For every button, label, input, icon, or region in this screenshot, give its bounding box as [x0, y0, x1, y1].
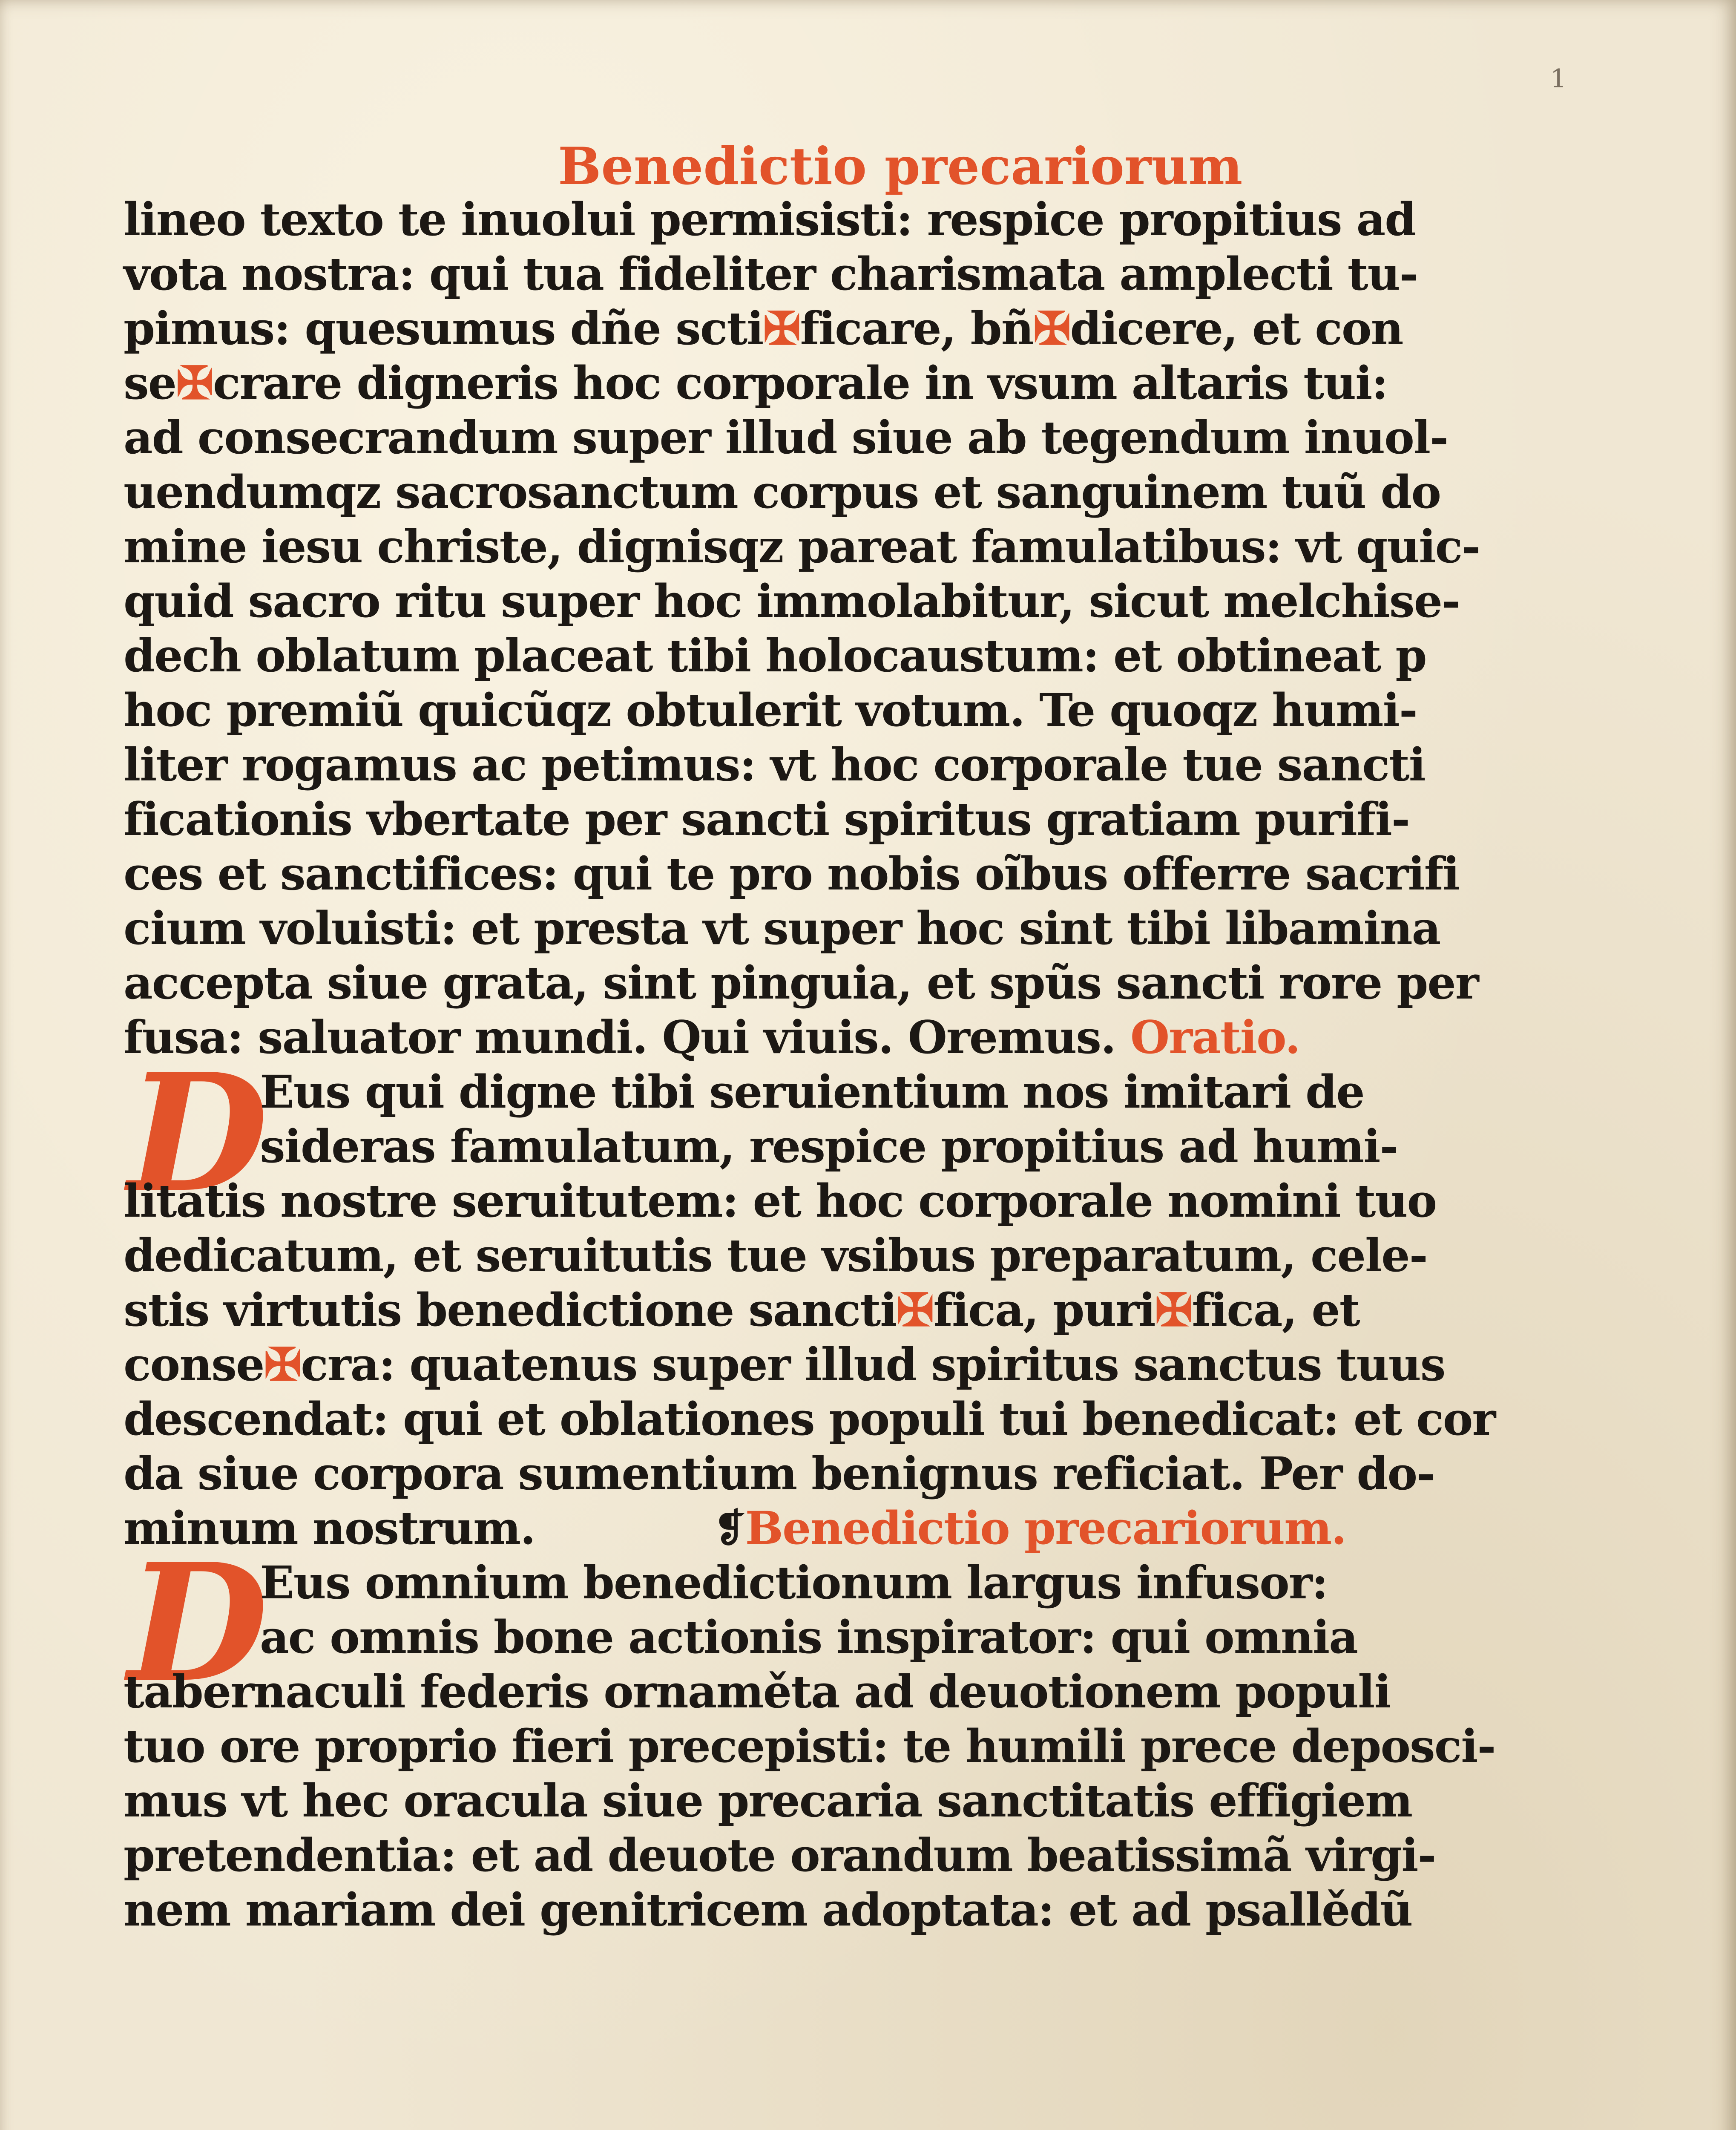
pilcrow-icon: ❡ — [714, 1505, 745, 1551]
initial-letter-benedictio: D — [128, 1528, 268, 1718]
text-line: cium voluisti: et presta vt super hoc sint tibi libamina — [124, 901, 1440, 955]
text-line: hoc premiũ quicũqz obtulerit votum. Te quoqz humi- — [124, 683, 1417, 737]
rubric-benedictio: Benedictio precariorum. — [745, 1501, 1346, 1554]
text-line: stis virtutis benedictione sancti✠fica, puri✠fica, et — [124, 1283, 1359, 1336]
text-line: pimus: quesumus dñe scti✠ficare, bñ✠dicere, et con — [124, 302, 1403, 355]
text-line: conse✠cra: quatenus super illud spiritus sanctus tuus — [124, 1338, 1445, 1391]
text-line: dedicatum, et seruitutis tue vsibus preparatum, cele- — [124, 1229, 1427, 1282]
text-line: pretendentia: et ad deuote orandum beatissimã virgi- — [124, 1828, 1436, 1882]
text-line: accepta siue grata, sint pinguia, et spũs sancti rore per — [124, 956, 1478, 1009]
cross-icon: ✠ — [176, 356, 213, 409]
text-line: ces et sanctifices: qui te pro nobis oĩbus offerre sacrifi — [124, 847, 1459, 900]
text-line: dech oblatum placeat tibi holocaustum: et obtineat p — [124, 629, 1426, 682]
text-line: tabernaculi federis ornaměta ad deuotionem populi — [124, 1665, 1391, 1718]
line-text: fusa: saluator mundi. Qui viuis. Oremus. — [124, 1010, 1116, 1064]
text-line: litatis nostre seruitutem: et hoc corporale nomini tuo — [124, 1174, 1437, 1227]
text-line: uendumqz sacrosanctum corpus et sanguinem tuũ do — [124, 465, 1441, 518]
text-line: se✠crare digneris hoc corporale in vsum altaris tui: — [124, 356, 1388, 409]
text-line: Eus qui digne tibi seruientium nos imitari de — [260, 1065, 1364, 1118]
text-line: mus vt hec oracula siue precaria sanctitatis effigiem — [124, 1774, 1412, 1827]
folio-mark: 1 — [1550, 64, 1567, 94]
cross-icon: ✠ — [896, 1283, 934, 1336]
text-line: tuo ore proprio fieri precepisti: te humili prece deposci- — [124, 1719, 1495, 1773]
text-line: ac omnis bone actionis inspirator: qui omnia — [260, 1610, 1357, 1664]
initial-letter-oratio: D — [128, 1038, 268, 1228]
text-line: ad consecrandum super illud siue ab tegendum inuol- — [124, 411, 1448, 464]
cross-icon: ✠ — [763, 302, 800, 355]
rubric-oratio: Oratio. — [1130, 1010, 1300, 1064]
text-line — [124, 1010, 1300, 1065]
cross-icon: ✠ — [264, 1338, 301, 1391]
text-line: vota nostra: qui tua fideliter charismata amplecti tu- — [124, 247, 1417, 300]
text-line: ficationis vbertate per sancti spiritus gratiam purifi- — [124, 792, 1409, 846]
text-line: da siue corpora sumentium benignus reficiat. Per do- — [124, 1447, 1435, 1500]
text-line: mine iesu christe, dignisqz pareat famulatibus: vt quic- — [124, 520, 1480, 573]
text-line: quid sacro ritu super hoc immolabitur, sicut melchise- — [124, 574, 1460, 627]
cross-icon: ✠ — [1033, 302, 1070, 355]
cross-icon: ✠ — [1155, 1283, 1192, 1336]
text-line: nem mariam dei genitricem adoptata: et ad psallědũ — [124, 1883, 1412, 1936]
text-line: descendat: qui et oblationes populi tui benedicat: et cor — [124, 1392, 1495, 1445]
text-line: liter rogamus ac petimus: vt hoc corporale tue sancti — [124, 738, 1425, 791]
text-line: lineo texto te inuolui permisisti: respice propitius ad — [124, 193, 1416, 246]
text-line — [124, 1500, 1346, 1556]
text-line: sideras famulatum, respice propitius ad humi- — [260, 1120, 1398, 1173]
text-line: Eus omnium benedictionum largus infusor: — [260, 1556, 1328, 1609]
running-head: Benedictio precariorum — [558, 136, 1243, 196]
line-text: minum nostrum. — [124, 1501, 535, 1554]
